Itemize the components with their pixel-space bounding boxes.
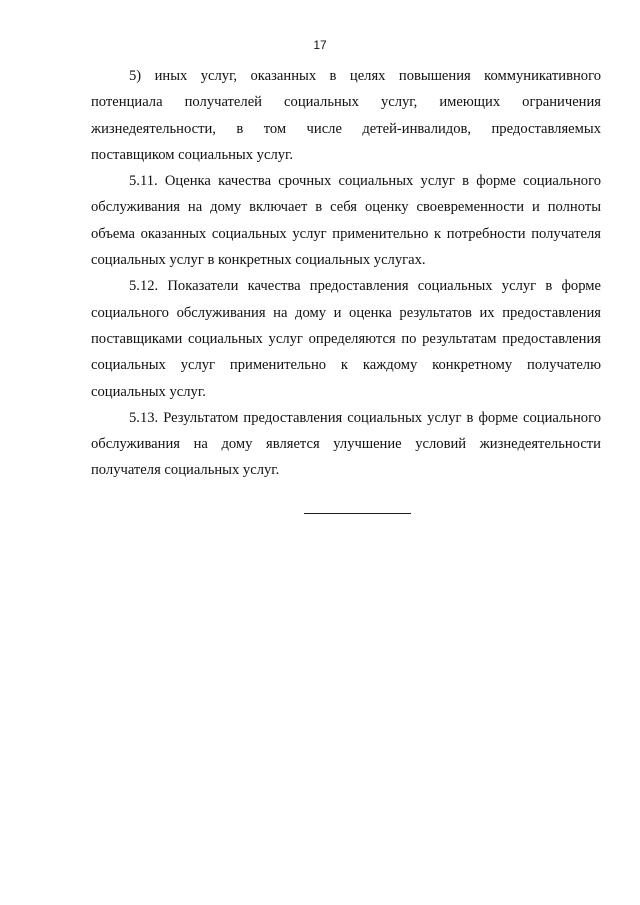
- document-body: [91, 63, 601, 484]
- page-number: 17: [313, 38, 327, 52]
- end-divider-line: [304, 513, 411, 514]
- paragraph-5-11: 5.11. Оценка качества срочных социальных услуг в форме социального обслуживания на дому включает в себя оценку своевременности и полноты объема оказанных социальных услуг применительно к потребности получателя социальных услуг в конкретных социальных услугах.: [91, 173, 601, 269]
- paragraph-item-5: 5) иных услуг, оказанных в целях повышения коммуникативного потенциала получателей социальных услуг, имеющих ограничения жизнедеятельности, в том числе детей-инвалидов, предоставляемых поставщиком социальных услуг.: [91, 68, 601, 163]
- paragraph-5-12: 5.12. Показатели качества предоставления социальных услуг в форме социального обслуживания на дому и оценка результатов их предоставления поставщиками социальных услуг определяются по результатам предоставления социальных услуг применительно к каждому конкретному получателю социальных услуг.: [91, 278, 601, 400]
- paragraph-5-13: 5.13. Результатом предоставления социальных услуг в форме социального обслуживания на дому является улучшение условий жизнедеятельности получателя социальных услуг.: [91, 409, 601, 479]
